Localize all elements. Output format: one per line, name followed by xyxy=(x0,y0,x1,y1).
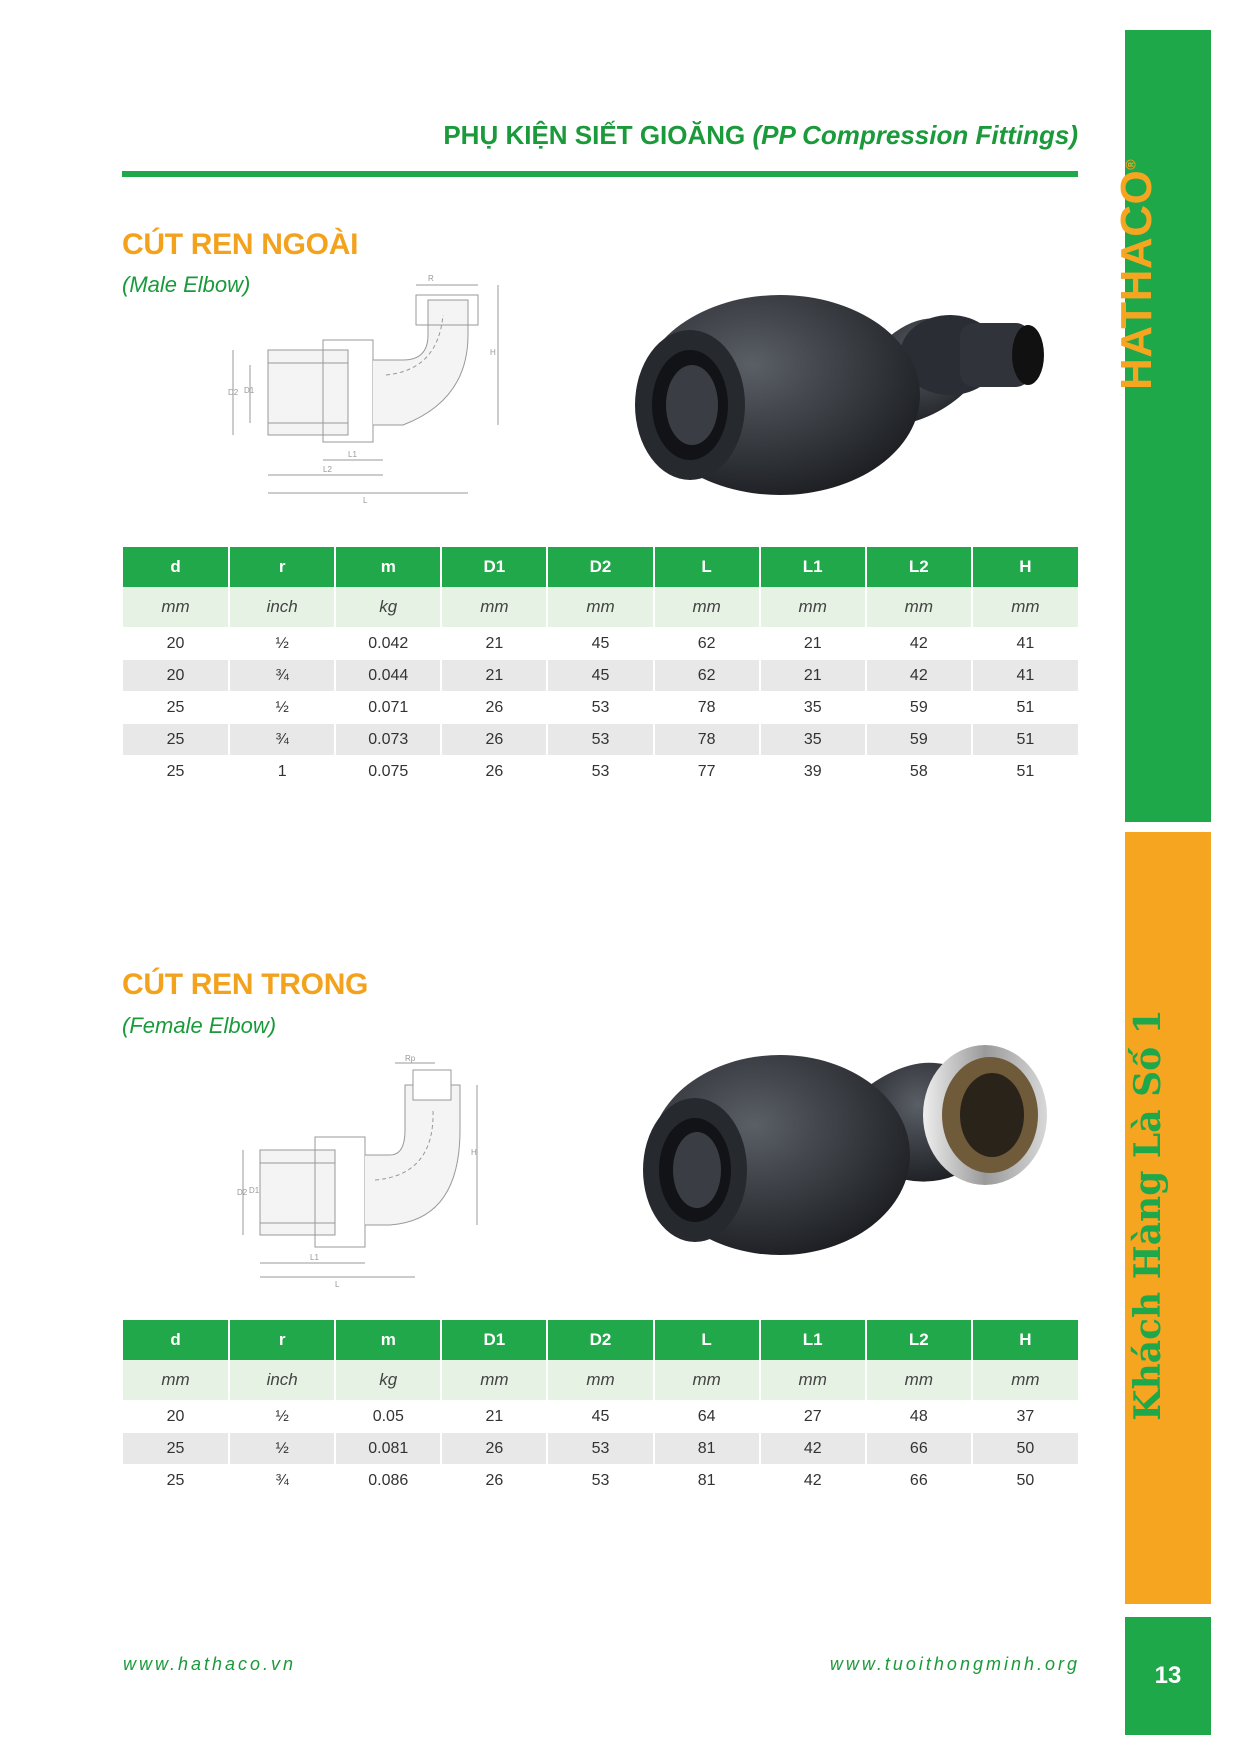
table-cell: 81 xyxy=(654,1465,760,1497)
col-header: m xyxy=(335,1320,441,1360)
dim-L-label: L xyxy=(335,1280,340,1289)
col-header: m xyxy=(335,547,441,587)
unit-cell: mm xyxy=(654,587,760,628)
section-subtitle-female-elbow: (Female Elbow) xyxy=(122,1013,277,1038)
table-cell: 26 xyxy=(441,1433,547,1465)
table-cell: 59 xyxy=(866,724,972,756)
unit-cell: mm xyxy=(123,587,229,628)
table-cell: 41 xyxy=(972,660,1078,692)
unit-cell: inch xyxy=(229,1360,335,1401)
table-cell: 25 xyxy=(123,756,229,788)
unit-cell: mm xyxy=(547,587,653,628)
unit-cell: mm xyxy=(654,1360,760,1401)
dim-L-label: L xyxy=(363,496,368,505)
table-cell: 66 xyxy=(866,1433,972,1465)
section-subtitle-male-elbow: (Male Elbow) xyxy=(122,272,251,297)
table-cell: 53 xyxy=(547,1465,653,1497)
table-cell: 0.044 xyxy=(335,660,441,692)
table-cell: 1 xyxy=(229,756,335,788)
unit-cell: mm xyxy=(123,1360,229,1401)
table-cell: 50 xyxy=(972,1433,1078,1465)
table-cell: 45 xyxy=(547,628,653,660)
page-header-title xyxy=(0,120,1078,151)
col-header: d xyxy=(123,1320,229,1360)
table-cell: 45 xyxy=(547,1401,653,1433)
col-header: d xyxy=(123,547,229,587)
table-cell: 78 xyxy=(654,692,760,724)
unit-cell: mm xyxy=(972,1360,1078,1401)
table-cell: 64 xyxy=(654,1401,760,1433)
table-row xyxy=(123,692,1078,724)
dim-L1-label: L1 xyxy=(348,450,357,459)
brand-logo-text xyxy=(1112,158,1162,390)
footer-link-hathaco[interactable]: www.hathaco.vn xyxy=(123,1654,297,1674)
table-cell: 0.086 xyxy=(335,1465,441,1497)
unit-cell: mm xyxy=(866,587,972,628)
male-elbow-product-photo xyxy=(630,285,1050,505)
dim-H-label: H xyxy=(490,348,496,357)
table-cell: 21 xyxy=(760,660,866,692)
unit-cell: mm xyxy=(547,1360,653,1401)
unit-cell: mm xyxy=(760,1360,866,1401)
side-band-brand xyxy=(1125,30,1211,822)
table-cell: 0.073 xyxy=(335,724,441,756)
female-elbow-product-photo xyxy=(640,1045,1060,1270)
slogan-text: Khách Hàng Là Số 1 xyxy=(1127,1009,1169,1421)
female-elbow-spec-table xyxy=(123,1320,1078,1497)
table-cell: 26 xyxy=(441,1465,547,1497)
table-cell: 42 xyxy=(760,1465,866,1497)
dim-D2-label: D2 xyxy=(228,388,239,397)
table-cell: 53 xyxy=(547,1433,653,1465)
section-title-male-elbow: CÚT REN NGOÀI xyxy=(122,228,359,261)
table-cell: 21 xyxy=(441,1401,547,1433)
col-header: L2 xyxy=(866,547,972,587)
units-row xyxy=(123,587,1078,628)
unit-cell: mm xyxy=(760,587,866,628)
col-header: L2 xyxy=(866,1320,972,1360)
male-elbow-spec-table xyxy=(123,547,1078,788)
table-cell: 41 xyxy=(972,628,1078,660)
dim-D2-label: D2 xyxy=(237,1188,248,1197)
col-header: D1 xyxy=(441,547,547,587)
table-cell: 27 xyxy=(760,1401,866,1433)
dim-D1-label: D1 xyxy=(249,1186,260,1195)
col-header: r xyxy=(229,1320,335,1360)
dim-L1-label: L1 xyxy=(310,1253,319,1262)
table-cell: 25 xyxy=(123,1465,229,1497)
unit-cell: mm xyxy=(441,587,547,628)
col-header: H xyxy=(972,1320,1078,1360)
table-cell: 25 xyxy=(123,692,229,724)
table-row xyxy=(123,1465,1078,1497)
footer-link-tuoithongminh[interactable]: www.tuoithongminh.org xyxy=(829,1654,1080,1674)
table-cell: 62 xyxy=(654,660,760,692)
table-cell: 78 xyxy=(654,724,760,756)
table-cell: ½ xyxy=(229,628,335,660)
table-cell: 35 xyxy=(760,724,866,756)
table-cell: 51 xyxy=(972,756,1078,788)
table-cell: 0.05 xyxy=(335,1401,441,1433)
table-cell: 20 xyxy=(123,660,229,692)
dim-L2-label: L2 xyxy=(323,465,332,474)
table-cell: ½ xyxy=(229,1433,335,1465)
table-cell: 37 xyxy=(972,1401,1078,1433)
table-cell: ¾ xyxy=(229,1465,335,1497)
col-header: H xyxy=(972,547,1078,587)
col-header: L xyxy=(654,547,760,587)
table-cell: 50 xyxy=(972,1465,1078,1497)
table-cell: 48 xyxy=(866,1401,972,1433)
col-header: L1 xyxy=(760,1320,866,1360)
unit-cell: mm xyxy=(441,1360,547,1401)
table-cell: ¾ xyxy=(229,724,335,756)
table-cell: 62 xyxy=(654,628,760,660)
table-cell: ½ xyxy=(229,1401,335,1433)
table-row xyxy=(123,1401,1078,1433)
col-header: D2 xyxy=(547,547,653,587)
table-cell: 21 xyxy=(441,660,547,692)
table-cell: 21 xyxy=(760,628,866,660)
registered-mark: ® xyxy=(1122,158,1139,170)
dim-Rp-label: Rp xyxy=(405,1055,416,1063)
units-row xyxy=(123,1360,1078,1401)
table-cell: 42 xyxy=(866,660,972,692)
header-divider xyxy=(122,171,1078,177)
table-row xyxy=(123,628,1078,660)
table-cell: 26 xyxy=(441,724,547,756)
table-cell: 42 xyxy=(866,628,972,660)
table-cell: 20 xyxy=(123,628,229,660)
table-cell: 20 xyxy=(123,1401,229,1433)
table-cell: 21 xyxy=(441,628,547,660)
table-cell: 51 xyxy=(972,692,1078,724)
table-cell: ½ xyxy=(229,692,335,724)
table-cell: 26 xyxy=(441,692,547,724)
table-cell: 81 xyxy=(654,1433,760,1465)
table-cell: 58 xyxy=(866,756,972,788)
header-title-en: (PP Compression Fittings) xyxy=(752,120,1078,150)
unit-cell: mm xyxy=(866,1360,972,1401)
table-cell: 0.081 xyxy=(335,1433,441,1465)
table-row xyxy=(123,1433,1078,1465)
table-row xyxy=(123,724,1078,756)
table-cell: 42 xyxy=(760,1433,866,1465)
table-cell: 26 xyxy=(441,756,547,788)
table-cell: 45 xyxy=(547,660,653,692)
col-header: L xyxy=(654,1320,760,1360)
section-title-female-elbow: CÚT REN TRONG xyxy=(122,968,369,1001)
col-header: D1 xyxy=(441,1320,547,1360)
table-cell: 0.075 xyxy=(335,756,441,788)
table-cell: 25 xyxy=(123,724,229,756)
header-title-vi: PHỤ KIỆN SIẾT GIOĂNG xyxy=(443,120,746,150)
dim-R-label: R xyxy=(428,275,434,283)
table-cell: 53 xyxy=(547,756,653,788)
table-row xyxy=(123,660,1078,692)
table-cell: 39 xyxy=(760,756,866,788)
table-cell: 53 xyxy=(547,724,653,756)
unit-cell: kg xyxy=(335,587,441,628)
table-cell: 0.071 xyxy=(335,692,441,724)
col-header: r xyxy=(229,547,335,587)
col-header: L1 xyxy=(760,547,866,587)
unit-cell: kg xyxy=(335,1360,441,1401)
table-cell: ¾ xyxy=(229,660,335,692)
unit-cell: inch xyxy=(229,587,335,628)
unit-cell: mm xyxy=(972,587,1078,628)
brand-name: HATHACO xyxy=(1112,169,1161,390)
dim-D1-label: D1 xyxy=(244,386,255,395)
dim-H-label: H xyxy=(471,1148,477,1157)
table-cell: 77 xyxy=(654,756,760,788)
table-cell: 35 xyxy=(760,692,866,724)
page-number: 13 xyxy=(1125,1617,1211,1735)
table-cell: 59 xyxy=(866,692,972,724)
table-cell: 0.042 xyxy=(335,628,441,660)
table-cell: 66 xyxy=(866,1465,972,1497)
table-row xyxy=(123,756,1078,788)
table-cell: 51 xyxy=(972,724,1078,756)
female-elbow-technical-drawing xyxy=(235,1055,490,1295)
table-cell: 25 xyxy=(123,1433,229,1465)
table-cell: 53 xyxy=(547,692,653,724)
col-header: D2 xyxy=(547,1320,653,1360)
male-elbow-technical-drawing xyxy=(228,275,508,520)
